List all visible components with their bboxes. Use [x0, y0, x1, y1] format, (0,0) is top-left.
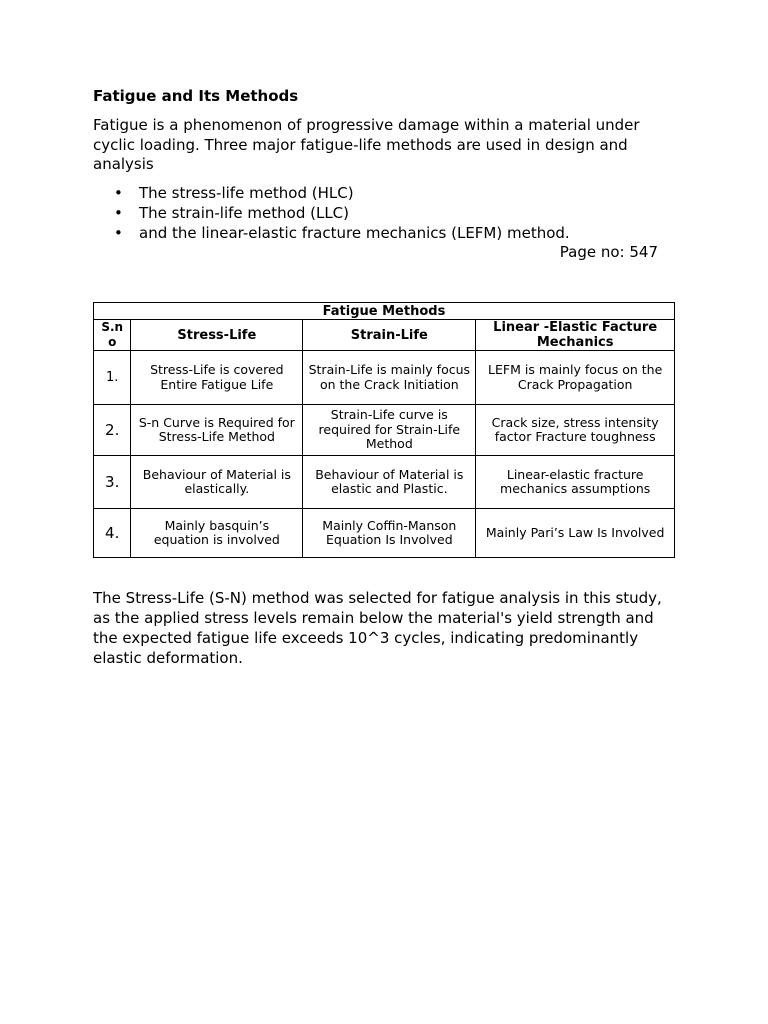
bullet-item [93, 203, 673, 223]
row-number: 1. [94, 351, 131, 405]
column-header-sno: S.n o [94, 320, 131, 351]
bullet-text: and the linear-elastic fracture mechanics (LEFM) method. [139, 224, 570, 242]
methods-bullet-list [93, 183, 673, 243]
strain-life-cell: Strain-Life curve is required for Strain-Life Method [303, 405, 476, 456]
bullet-text: The stress-life method (HLC) [139, 184, 354, 202]
bullet-icon: • [114, 224, 123, 242]
row-number: 3. [94, 456, 131, 509]
stress-life-cell: S-n Curve is Required for Stress-Life Method [131, 405, 303, 456]
bullet-text: The strain-life method (LLC) [139, 204, 350, 222]
fatigue-methods-table [93, 302, 675, 558]
lefm-cell: Linear-elastic fracture mechanics assumptions [476, 456, 675, 509]
column-header-strain-life: Strain-Life [303, 320, 476, 351]
table-row [94, 351, 675, 405]
row-number: 4. [94, 509, 131, 558]
stress-life-cell: Behaviour of Material is elastically. [131, 456, 303, 509]
strain-life-cell: Strain-Life is mainly focus on the Crack Initiation [303, 351, 476, 405]
bullet-icon: • [114, 204, 123, 222]
page-number-reference: Page no: 547 [559, 243, 658, 261]
strain-life-cell: Behaviour of Material is elastic and Plastic. [303, 456, 476, 509]
conclusion-paragraph: The Stress-Life (S-N) method was selected for fatigue analysis in this study, as the applied stress levels remain below the material's yield strength and the expected fatigue life exceeds 10^3 cycles, indicating predominantly elastic deformation. [93, 589, 662, 667]
column-header-lefm: Linear -Elastic Facture Mechanics [476, 320, 675, 351]
table-row [94, 456, 675, 509]
table-caption-row [94, 303, 675, 320]
row-number: 2. [94, 405, 131, 456]
section-heading: Fatigue and Its Methods [93, 87, 299, 105]
bullet-icon: • [114, 184, 123, 202]
bullet-item [93, 183, 673, 203]
table-caption: Fatigue Methods [94, 303, 675, 320]
table-header-row [94, 320, 675, 351]
bullet-item [93, 223, 673, 243]
strain-life-cell: Mainly Coffin-Manson Equation Is Involved [303, 509, 476, 558]
table-row [94, 509, 675, 558]
stress-life-cell: Stress-Life is covered Entire Fatigue Life [131, 351, 303, 405]
column-header-stress-life: Stress-Life [131, 320, 303, 351]
stress-life-cell: Mainly basquin’s equation is involved [131, 509, 303, 558]
lefm-cell: Crack size, stress intensity factor Fracture toughness [476, 405, 675, 456]
intro-paragraph: Fatigue is a phenomenon of progressive damage within a material under cyclic loading. Three major fatigue-life methods are used in design and analysis [93, 116, 640, 173]
lefm-cell: LEFM is mainly focus on the Crack Propagation [476, 351, 675, 405]
table-row [94, 405, 675, 456]
lefm-cell: Mainly Pari’s Law Is Involved [476, 509, 675, 558]
